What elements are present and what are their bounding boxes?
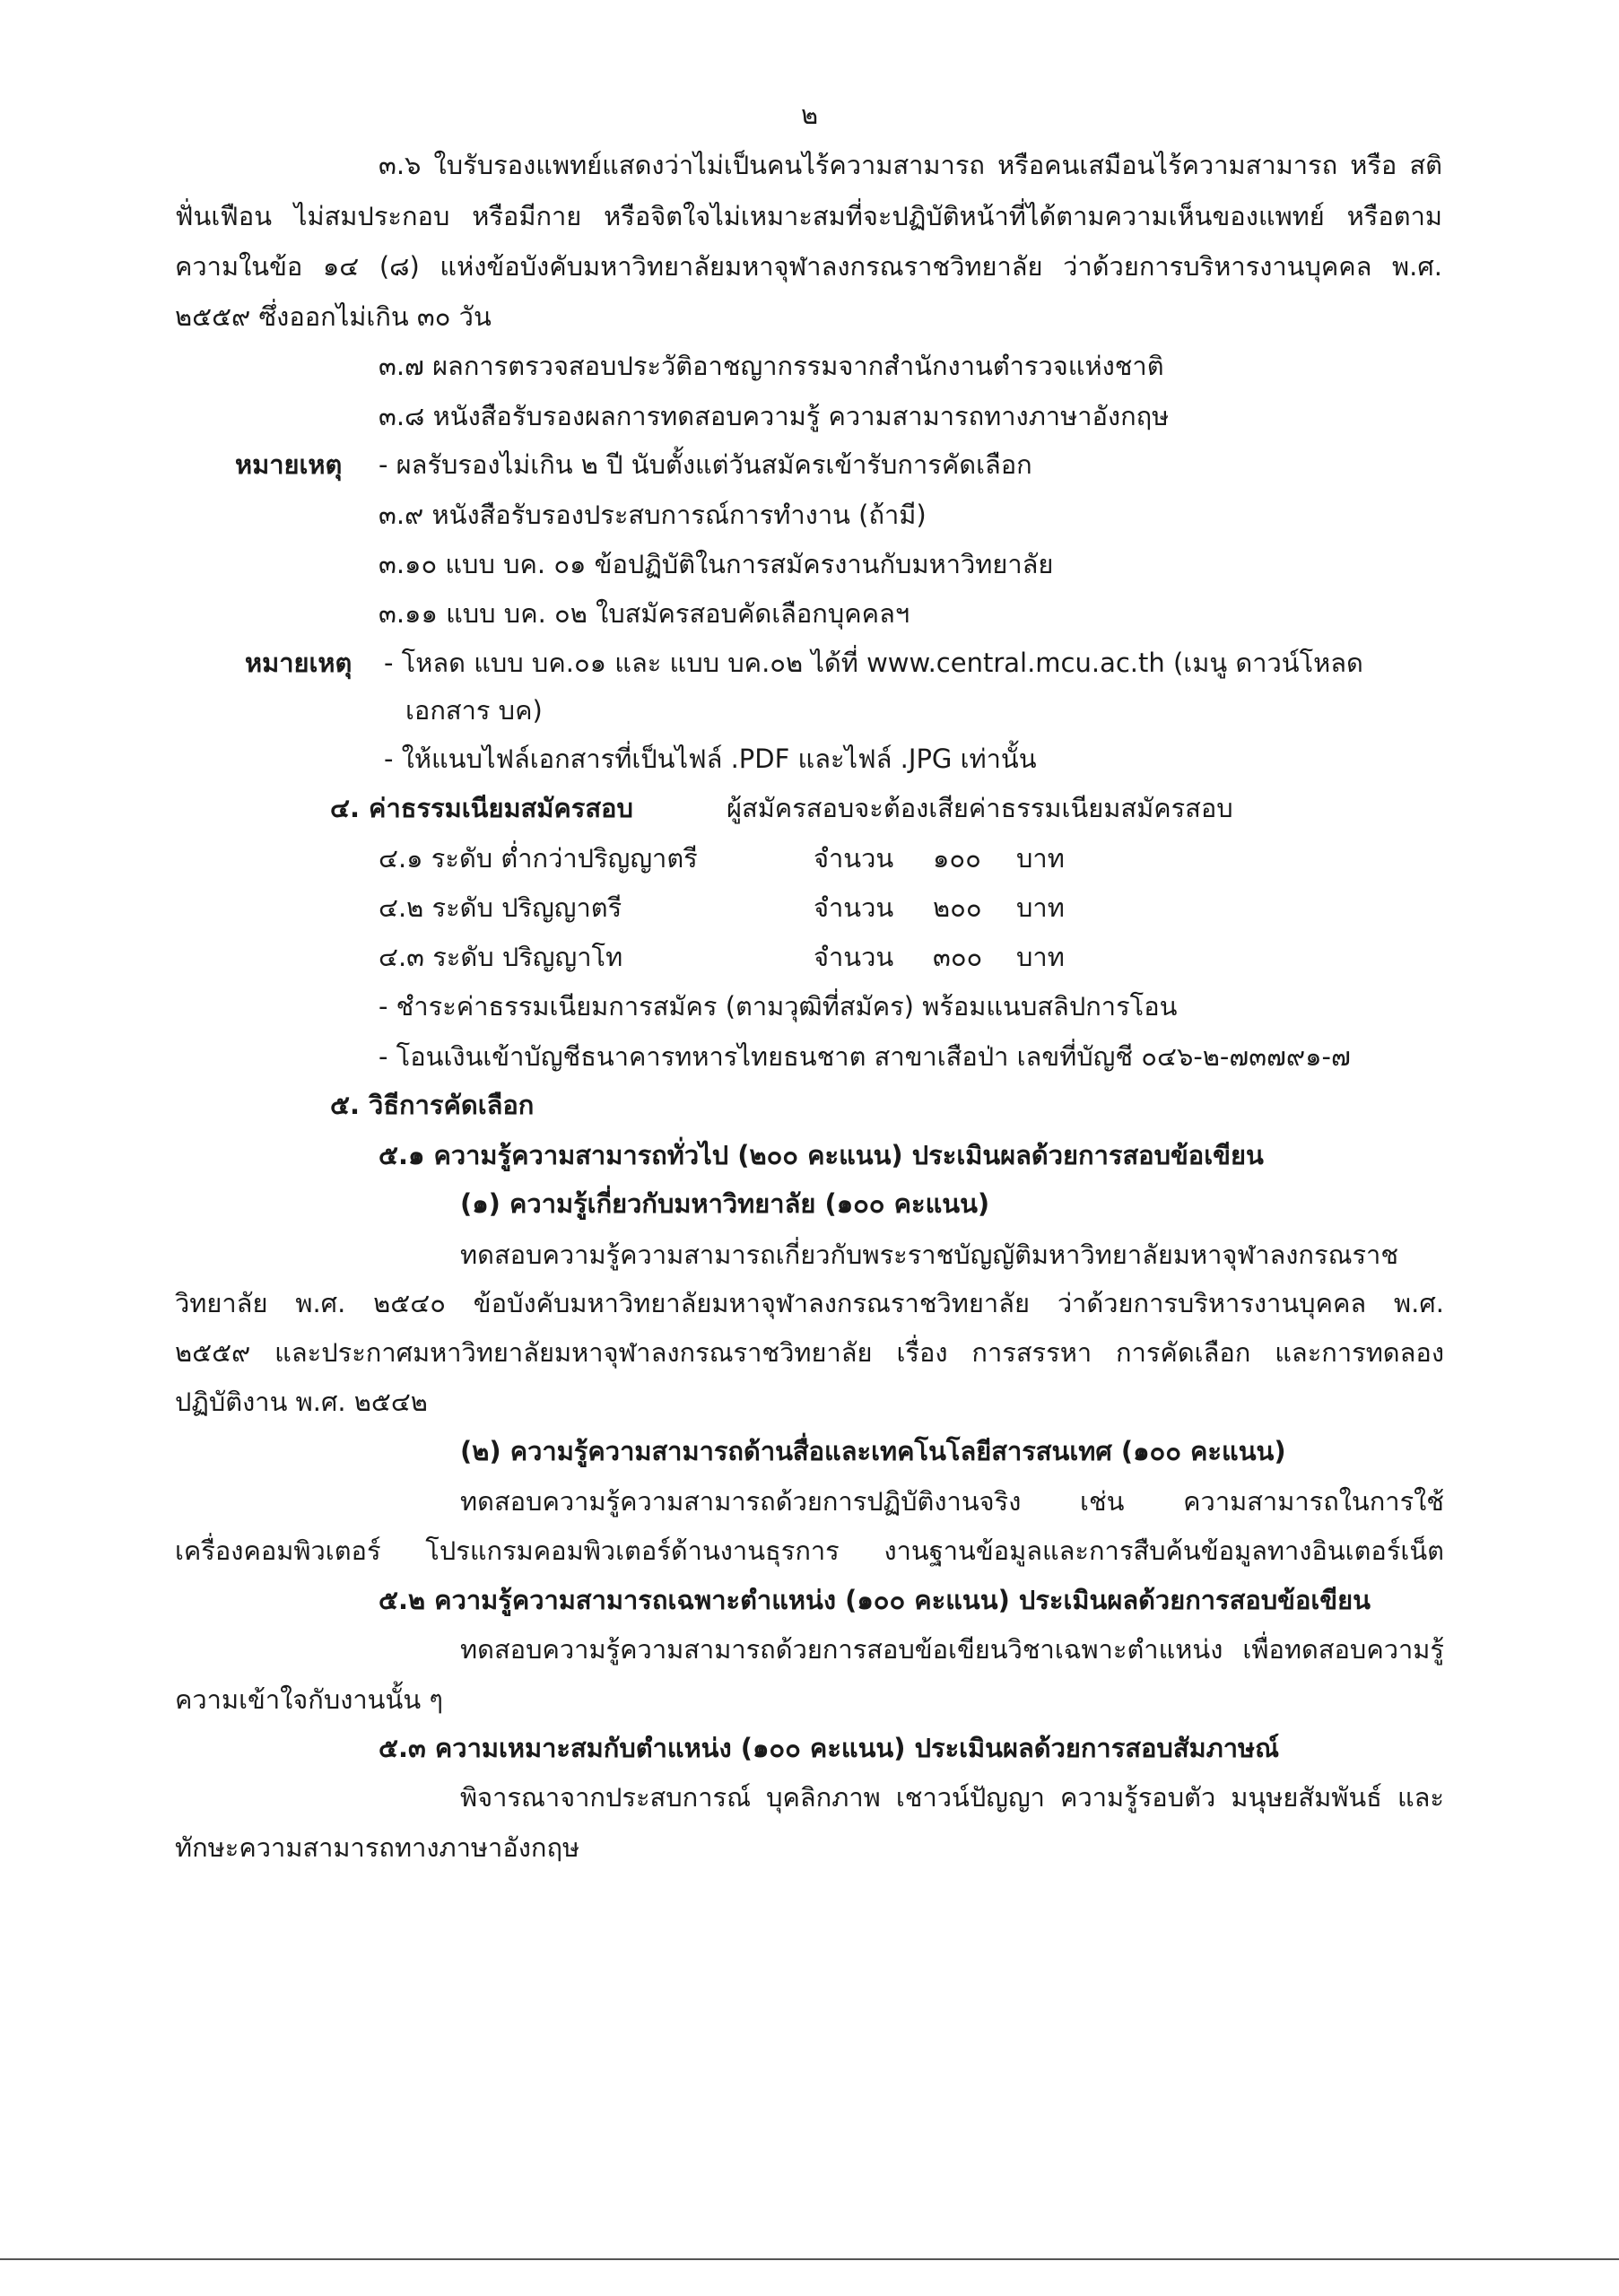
section-5-1-1: (๑) ความรู้เกี่ยวกับมหาวิทยาลัย (๑๐๐ คะแนน) (460, 1188, 990, 1219)
item-3-7: ๓.๗ ผลการตรวจสอบประวัติอาชญากรรมจากสำนักงานตำรวจแห่งชาติ (379, 351, 1164, 381)
section-5-1-1-para2: วิทยาลัย พ.ศ. ๒๕๔๐ ข้อบังคับมหาวิทยาลัยมหาจุฬาลงกรณราชวิทยาลัย ว่าด้วยการบริหารงานบุคคล พ.ศ. (175, 1288, 1444, 1318)
section-5-3-para1: พิจารณาจากประสบการณ์ บุคลิกภาพ เชาวน์ปัญญา ความรู้รอบตัว มนุษยสัมพันธ์ และ (460, 1782, 1444, 1813)
note1-label: หมายเหตุ (235, 449, 343, 480)
fee-count-label: จำนวน (814, 942, 894, 972)
section-5-1-2-para1: ทดสอบความรู้ความสามารถด้วยการปฏิบัติงานจริง เช่น ความสามารถในการใช้ (460, 1486, 1444, 1517)
section-5-1-2: (๒) ความรู้ความสามารถด้านสื่อและเทคโนโลยีสารสนเทศ (๑๐๐ คะแนน) (460, 1436, 1286, 1466)
note1-text: - ผลรับรองไม่เกิน ๒ ปี นับตั้งแต่วันสมัครเข้ารับการคัดเลือก (379, 449, 1032, 480)
selection-heading: ๕. วิธีการคัดเลือก (330, 1090, 535, 1120)
section-5-2: ๕.๒ ความรู้ความสามารถเฉพาะตำแหน่ง (๑๐๐ คะแนน) ประเมินผลด้วยการสอบข้อเขียน (379, 1585, 1371, 1615)
section-5-3: ๕.๓ ความเหมาะสมกับตำแหน่ง (๑๐๐ คะแนน) ประเมินผลด้วยการสอบสัมภาษณ์ (379, 1733, 1280, 1763)
fees-heading: ๔. ค่าธรรมเนียมสมัครสอบ (330, 793, 633, 823)
fees-heading-desc: ผู้สมัครสอบจะต้องเสียค่าธรรมเนียมสมัครสอบ (727, 793, 1233, 823)
section-5-1: ๕.๑ ความรู้ความสามารถทั่วไป (๒๐๐ คะแนน) ประเมินผลด้วยการสอบข้อเขียน (379, 1140, 1264, 1170)
page-number: ๒ (801, 100, 819, 130)
item-3-6-line3: ความในข้อ ๑๔ (๘) แห่งข้อบังคับมหาวิทยาลัยมหาจุฬาลงกรณราชวิทยาลัย ว่าด้วยการบริหารงานบุคคล พ.ศ. (175, 251, 1442, 282)
fee-count-label: จำนวน (814, 892, 894, 923)
fee-level: ๔.๓ ระดับ ปริญญาโท (379, 942, 623, 972)
item-3-6-line2: ฟั่นเฟือน ไม่สมประกอบ หรือมีกาย หรือจิตใจไม่เหมาะสมที่จะปฏิบัติหน้าที่ได้ตามความเห็นของแพทย์ หรือตาม (175, 201, 1442, 231)
item-3-10: ๓.๑๐ แบบ บค. ๐๑ ข้อปฏิบัติในการสมัครงานกับมหาวิทยาลัย (379, 549, 1054, 579)
fee-amount: ๓๐๐ (933, 942, 983, 972)
section-5-1-1-para3: ๒๕๕๙ และประกาศมหาวิทยาลัยมหาจุฬาลงกรณราชวิทยาลัย เรื่อง การสรรหา การคัดเลือก และการทดลอง (175, 1337, 1444, 1368)
item-3-11: ๓.๑๑ แบบ บค. ๐๒ ใบสมัครสอบคัดเลือกบุคคลฯ (379, 598, 910, 629)
section-5-2-para2: ความเข้าใจกับงานนั้น ๆ (175, 1684, 443, 1715)
item-3-9: ๓.๙ หนังสือรับรองประสบการณ์การทำงาน (ถ้ามี) (379, 500, 927, 530)
item-3-8: ๓.๘ หนังสือรับรองผลการทดสอบความรู้ ความสามารถทางภาษาอังกฤษ (379, 401, 1170, 431)
item-3-6-line1: ๓.๖ ใบรับรองแพทย์แสดงว่าไม่เป็นคนไร้ความสามารถ หรือคนเสมือนไร้ความสามารถ หรือ สติ (379, 150, 1442, 180)
item-3-6-line4: ๒๕๕๙ ซึ่งออกไม่เกิน ๓๐ วัน (175, 301, 492, 332)
fee-amount: ๒๐๐ (933, 892, 982, 923)
page-bottom-rule (0, 2258, 1619, 2260)
fees-note2: - โอนเงินเข้าบัญชีธนาคารทหารไทยธนชาต สาขาเสือป่า เลขที่บัญชี ๐๔๖-๒-๗๓๗๙๑-๗ (379, 1041, 1351, 1072)
section-5-1-1-para4: ปฏิบัติงาน พ.ศ. ๒๕๔๒ (175, 1387, 428, 1417)
fee-unit: บาท (1016, 892, 1065, 923)
note2-line3: - ให้แนบไฟล์เอกสารที่เป็นไฟล์ .PDF และไฟล์ .JPG เท่านั้น (384, 744, 1037, 774)
fee-level: ๔.๒ ระดับ ปริญญาตรี (379, 892, 622, 923)
section-5-2-para1: ทดสอบความรู้ความสามารถด้วยการสอบข้อเขียนวิชาเฉพาะตำแหน่ง เพื่อทดสอบความรู้ (460, 1634, 1444, 1665)
section-5-1-1-para1: ทดสอบความรู้ความสามารถเกี่ยวกับพระราชบัญญัติมหาวิทยาลัยมหาจุฬาลงกรณราช (460, 1239, 1399, 1270)
fees-note1: - ชำระค่าธรรมเนียมการสมัคร (ตามวุฒิที่สมัคร) พร้อมแนบสลิปการโอน (379, 991, 1178, 1022)
fee-unit: บาท (1016, 843, 1065, 874)
fee-unit: บาท (1016, 942, 1065, 972)
section-5-1-2-para2: เครื่องคอมพิวเตอร์ โปรแกรมคอมพิวเตอร์ด้านงานธุรการ งานฐานข้อมูลและการสืบค้นข้อมูลทางอินเตอร์เน็ต (175, 1535, 1444, 1566)
section-5-3-para2: ทักษะความสามารถทางภาษาอังกฤษ (175, 1832, 580, 1863)
note2-line1: - โหลด แบบ บค.๐๑ และ แบบ บค.๐๒ ได้ที่ www.central.mcu.ac.th (เมนู ดาวน์โหลด (384, 648, 1363, 678)
fee-level: ๔.๑ ระดับ ต่ำกว่าปริญญาตรี (379, 843, 698, 874)
note2-label: หมายเหตุ (245, 648, 353, 678)
fee-count-label: จำนวน (814, 843, 894, 874)
fee-amount: ๑๐๐ (933, 843, 981, 874)
note2-line2: เอกสาร บค) (405, 695, 543, 726)
